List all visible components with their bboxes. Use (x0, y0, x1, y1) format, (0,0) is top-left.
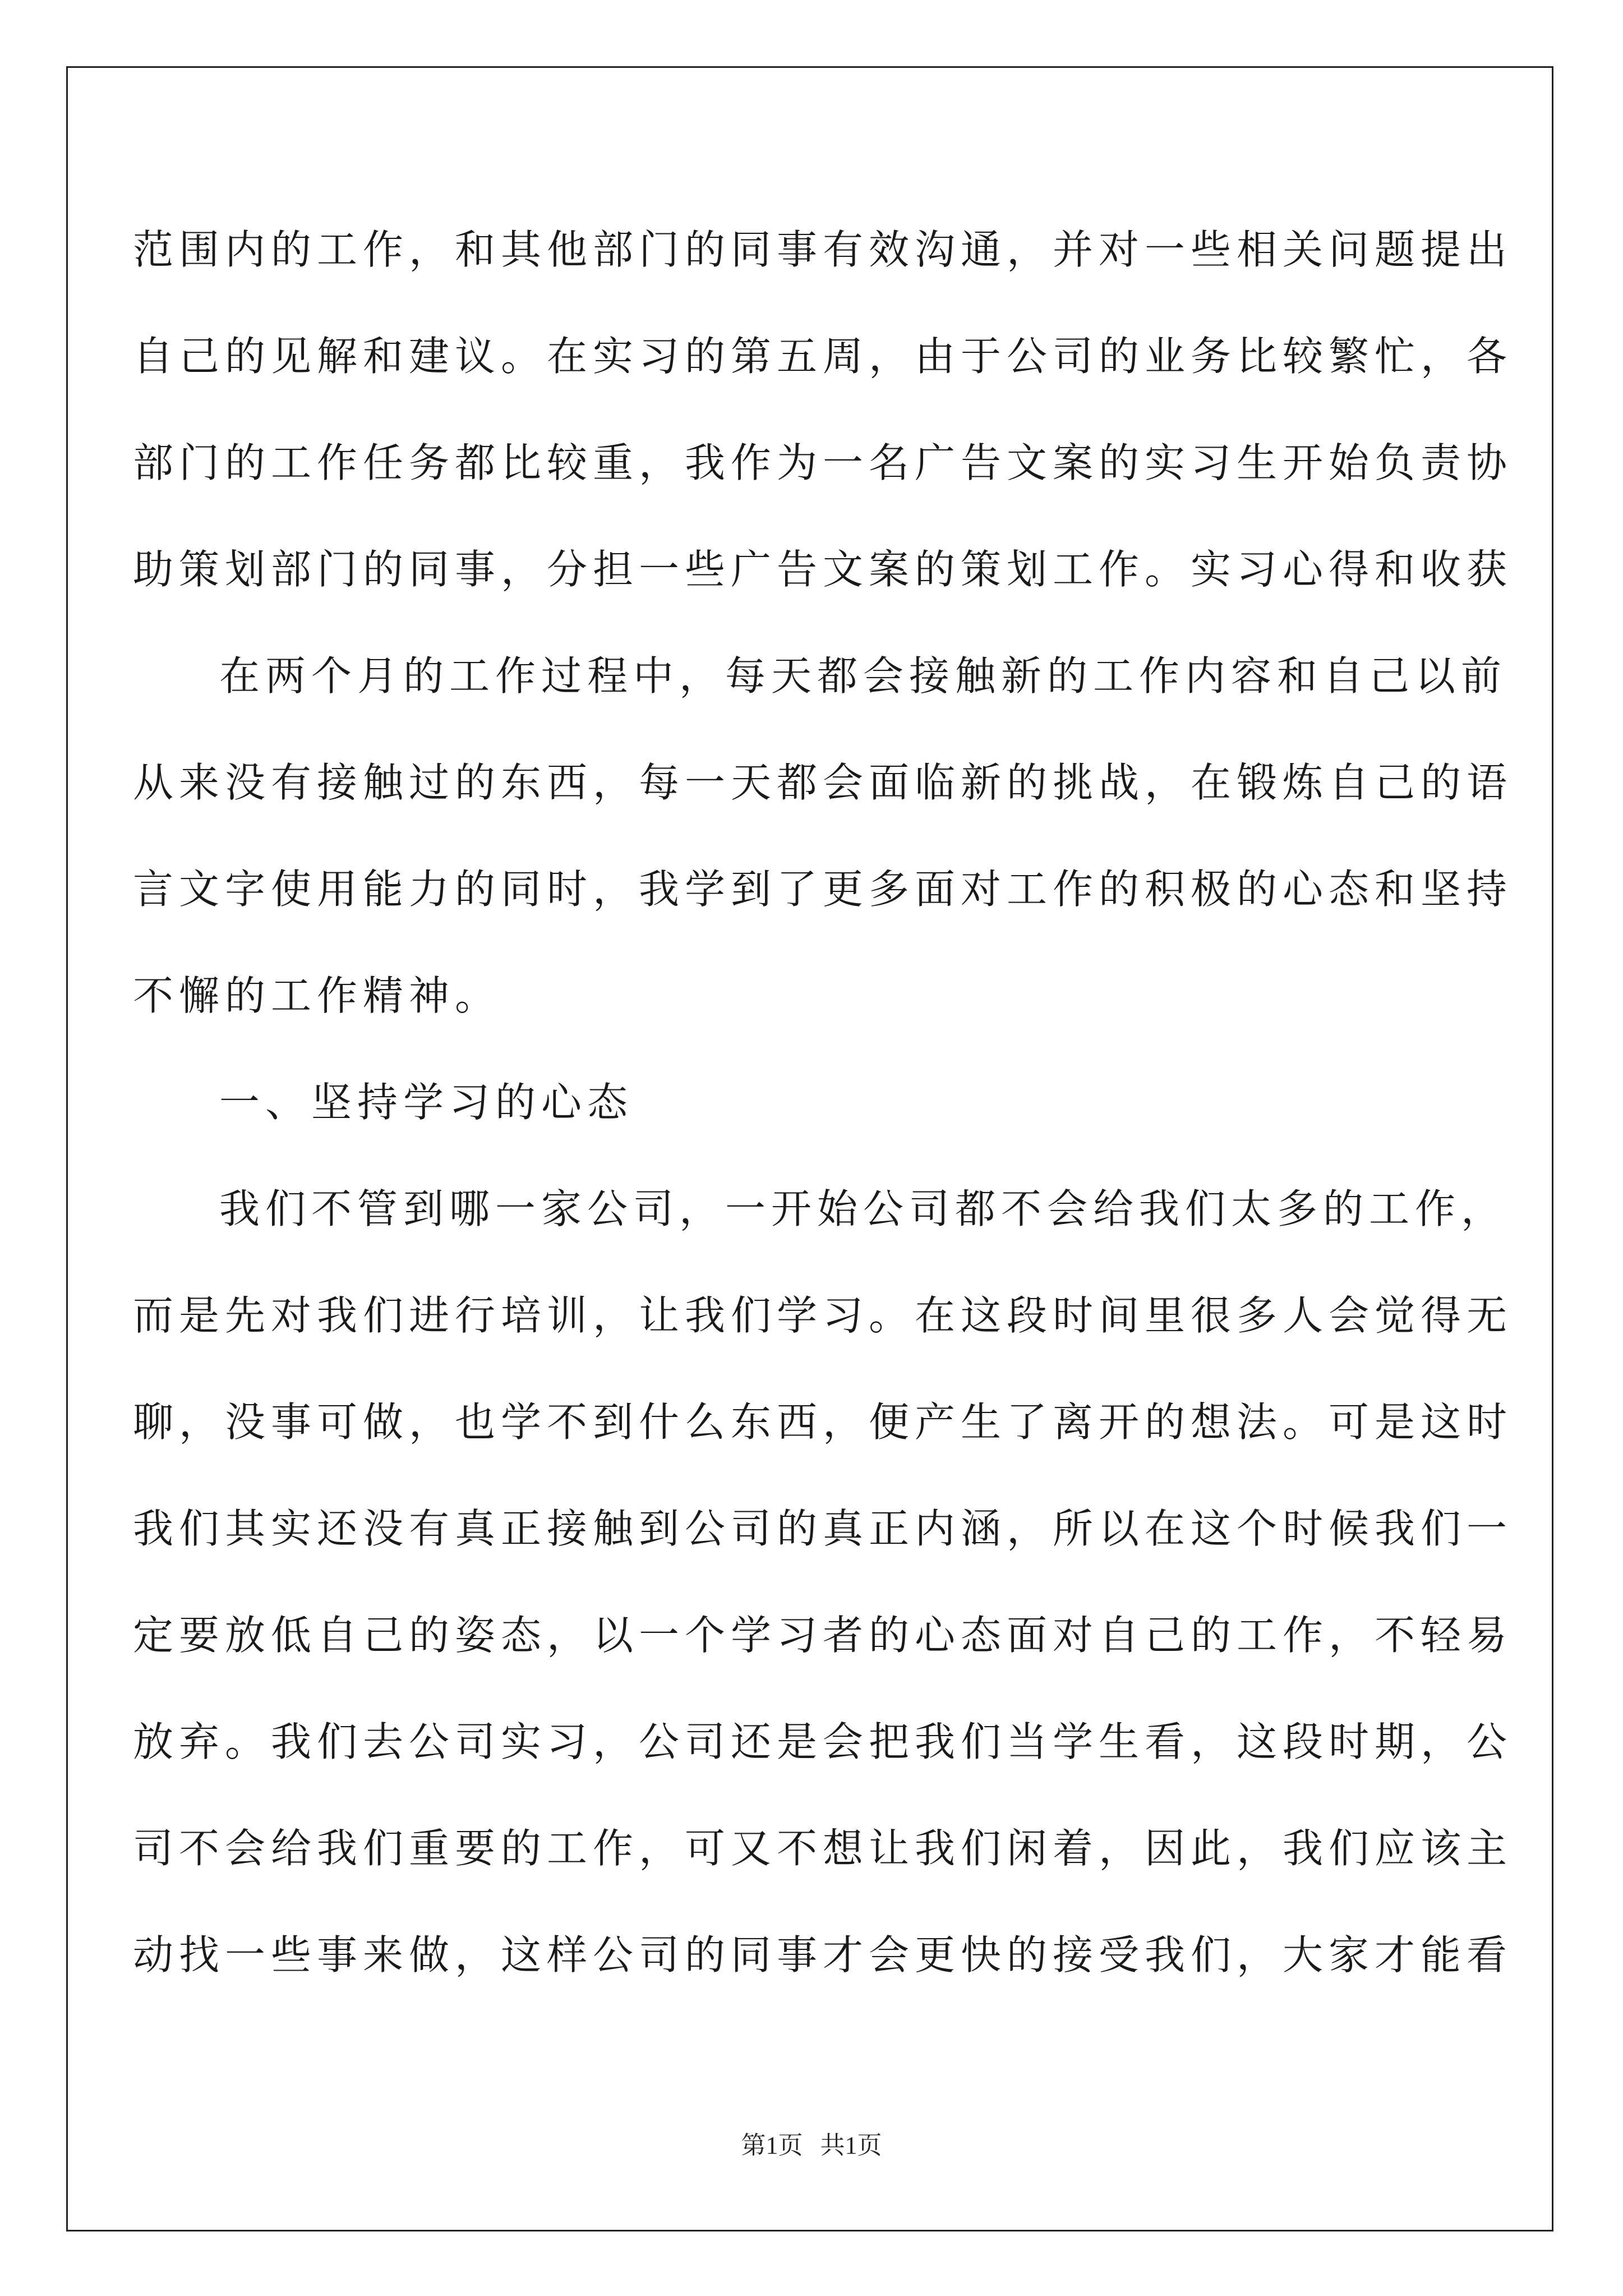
page-number: 第1页 (741, 2132, 803, 2159)
paragraph-line: 助策划部门的同事，分担一些广告文案的策划工作。实习心得和收获 (133, 546, 1513, 593)
paragraph-line: 言文字使用能力的同时，我学到了更多面对工作的积极的心态和坚持 (133, 866, 1513, 913)
paragraph-line: 在两个月的工作过程中，每天都会接触新的工作内容和自己以前 (219, 652, 1507, 700)
paragraph-line: 而是先对我们进行培训，让我们学习。在这段时间里很多人会觉得无 (133, 1292, 1513, 1339)
paragraph-line: 不懈的工作精神。 (133, 972, 501, 1019)
paragraph-line: 部门的工作任务都比较重，我作为一名广告文案的实习生开始负责协 (133, 439, 1513, 486)
section-heading: 一、坚持学习的心态 (219, 1079, 634, 1126)
page-footer (0, 2129, 1623, 2162)
paragraph-line: 放弃。我们去公司实习，公司还是会把我们当学生看，这段时期，公 (133, 1718, 1513, 1765)
paragraph-line: 自己的见解和建议。在实习的第五周，由于公司的业务比较繁忙，各 (133, 333, 1513, 380)
paragraph-line: 我们其实还没有真正接触到公司的真正内涵，所以在这个时候我们一 (133, 1505, 1513, 1552)
paragraph-line: 我们不管到哪一家公司，一开始公司都不会给我们太多的工作， (219, 1185, 1507, 1232)
page-border (66, 66, 1553, 2231)
paragraph-line: 范围内的工作，和其他部门的同事有效沟通，并对一些相关问题提出 (133, 226, 1513, 273)
paragraph-line: 司不会给我们重要的工作，可又不想让我们闲着，因此，我们应该主 (133, 1825, 1513, 1872)
paragraph-line: 定要放低自己的姿态，以一个学习者的心态面对自己的工作，不轻易 (133, 1612, 1513, 1659)
page-total: 共1页 (820, 2132, 882, 2159)
paragraph-line: 聊，没事可做，也学不到什么东西，便产生了离开的想法。可是这时 (133, 1398, 1513, 1446)
paragraph-line: 从来没有接触过的东西，每一天都会面临新的挑战，在锻炼自己的语 (133, 759, 1513, 806)
paragraph-line: 动找一些事来做，这样公司的同事才会更快的接受我们，大家才能看 (133, 1931, 1513, 1978)
